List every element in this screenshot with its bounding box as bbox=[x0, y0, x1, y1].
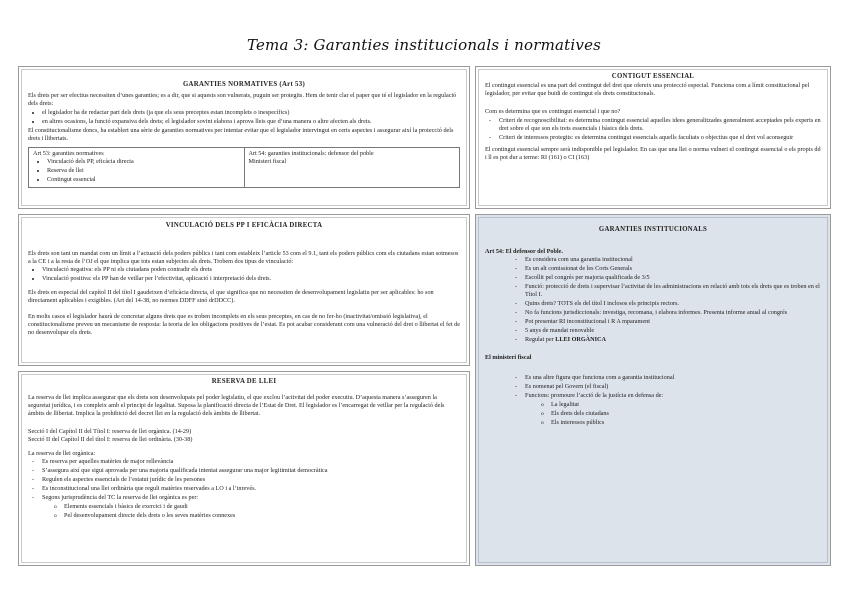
normatives-intro: Els drets per ser efectius necessiten d’unes garanties; es a dir, que si aquests son vulnerats, puguin ser protegits. Hem de tenir clar el paper que té el legislador en la regulació dels drets: bbox=[28, 92, 457, 107]
list-item: - No fa funcions jurisdiccionals: investiga, recomana, i elabora informes. Presenta informe anual al congrés bbox=[525, 309, 821, 317]
list-item: - Es inconstitucional una llei ordinària que reguli matèries reservades a LO i a l’inrevés. bbox=[42, 485, 460, 493]
list-item: - Funció: protecció de drets i supervisar l’activitat de les administracions en relació amb tots els drets que es troben en el Títol I. bbox=[525, 283, 821, 299]
list-item: - Funcions: promoure l’acció de la justícia en defensa de: bbox=[525, 392, 821, 400]
list-item: - Es una altre figura que funciona com a garantia institucional bbox=[525, 374, 821, 382]
contingut-question: Com es determina que es contingut essencial i que no? bbox=[485, 108, 621, 115]
institucionals-box bbox=[475, 214, 831, 566]
list-item: - Criteri de interessos protegits: es determina contingut essencials aquells facultats o objectius que el dret vol aconseguir bbox=[499, 134, 821, 142]
list-item: - S’assegura així que sigui aprovada per una majoria qualificada intentat assegurar una major legitimitat democràtica bbox=[42, 467, 460, 475]
normatives-table bbox=[28, 147, 460, 188]
list-item: - Pot presentar RI inconstitucional i R A mparament bbox=[525, 318, 821, 326]
page-title: Tema 3: Garanties institucionals i normatives bbox=[246, 36, 602, 54]
list-item: - Escollit pel congrés per majoria qualificada de 3/5 bbox=[525, 274, 821, 282]
llei-prefix: Regulat per bbox=[525, 336, 556, 343]
list-item: o Elements essencials i bàsics de exercici i de gaudi bbox=[64, 503, 460, 511]
list-item: o Pel desenvolupament directe dels drets o les seves matèries connexes bbox=[64, 512, 460, 520]
normatives-box bbox=[18, 66, 470, 209]
vinculacio-heading: VINCULACIÓ DELS PP I EFICÀCIA DIRECTA bbox=[165, 222, 323, 229]
contingut-heading: CONTIGUT ESSENCIAL bbox=[611, 73, 695, 80]
institucionals-heading: GARANTIES INSTITUCIONALS bbox=[598, 226, 708, 233]
fiscal-title: El ministeri fiscal bbox=[485, 354, 532, 361]
contingut-p2: El contingut essencial sempre serà indisponible pel legislador. En cas que una llei o norma vulneri el contingut essencial o els propis dd i ll es pot dur a terme: RI (161) o CI (163) bbox=[485, 146, 821, 161]
col-list bbox=[33, 158, 240, 184]
col-title: Art 54: garanties institucionals: defensor del poble bbox=[248, 150, 374, 157]
normatives-closing: El constitucionalisme doncs, ha establert una sèrie de garanties normatives per intentar evitar que el legislador intervingui en certs aspectes i assegurar així la protecció dels drets i llibertats. bbox=[28, 127, 454, 142]
list-item: - Es considera com una garantia institucional bbox=[525, 256, 821, 264]
reserva-list bbox=[28, 458, 460, 502]
vinculacio-p2: Els drets en especial del capítol II del títol I gaudeixen d’eficàcia directa, el que significa que no necessiten de desenvolupament legislatiu per ser aplicables: ho son directament aplicables i exigibles. (Art del 14-38, no normes DDFF sinó drDDCC). bbox=[28, 289, 434, 304]
list-item: - Es un alt comissionat de les Corts Generals bbox=[525, 265, 821, 273]
col-sub: Ministeri fiscal bbox=[248, 158, 287, 165]
reserva-box bbox=[18, 371, 470, 566]
list-item: - Segons jurisprudència del TC la reserva de llei orgànica es per: bbox=[42, 494, 460, 502]
normatives-heading: GARANTIES NORMATIVES (Art 53) bbox=[182, 81, 306, 88]
list-item: - Es reserva per aquelles matèries de major rellevància bbox=[42, 458, 460, 466]
reserva-heading: RESERVA DE LLEI bbox=[211, 378, 277, 385]
llei-organica: LLEI ORGÀNICA bbox=[555, 336, 606, 343]
vinculacio-p3: En molts casos el legislador haurà de concretar alguns drets que es troben incomplets en els seus preceptes, en cas de no fer-ho (inactivitat/omissió legislativa), el constitucionalisme preveu un mecanisme de resposta: la teoria de les obligacions positives de l’estat. Es pot acabar considerant com una vulneració del dret o llibertat el fet de no desenvolupar els drets. bbox=[28, 313, 460, 336]
table-col-art53 bbox=[29, 148, 244, 187]
list-item: o Els drets dels ciutadans bbox=[551, 410, 821, 418]
reserva-s2: Secció II del Capítol II del títol I: reserva de llei ordinària. (30-38) bbox=[28, 436, 193, 443]
list-item: • Reserva de llei bbox=[47, 167, 240, 175]
col-title: Art 53: garanties normatives bbox=[33, 150, 104, 157]
reserva-lo-title: La reserva de llei orgànica: bbox=[28, 450, 96, 457]
institucionals-list bbox=[485, 256, 821, 344]
contingut-list bbox=[485, 117, 821, 142]
reserva-sublist bbox=[28, 503, 460, 520]
table-col-art54 bbox=[244, 148, 460, 187]
list-item: o La legalitat bbox=[551, 401, 821, 409]
list-item: • en altres ocasions, la funció expansiva dels drets; el legislador sovint elabora i aprova lleis que d’una manera o altre afecten als drets. bbox=[42, 118, 460, 126]
vinculacio-list bbox=[28, 266, 460, 283]
list-item: • Contingut essencial bbox=[47, 176, 240, 184]
list-item: • el legislador ha de redactar part dels drets (ja que els seus preceptes estan incomplets o inespecífics) bbox=[42, 109, 460, 117]
contingut-box bbox=[475, 66, 831, 209]
fiscal-list bbox=[485, 374, 821, 400]
list-item: - Quins drets? TOTS els del títol I inclosos els principis rectors. bbox=[525, 300, 821, 308]
list-item: • Vinculació positiva: els PP han de vetllar per l’efectivitat, aplicació i interpretació dels drets. bbox=[42, 275, 460, 283]
list-item: - Es nomenat pel Govern (el fiscal) bbox=[525, 383, 821, 391]
contingut-p1: El contingut essencial es una part del contingut del dret que ofereix una protecció especial. Funciona com a límit constitucional pel legislador, per evitar que buidi de contingut els drets constitucionals. bbox=[485, 82, 810, 97]
fiscal-sublist bbox=[485, 401, 821, 427]
list-item: • Vinculació negativa: els PP ni els ciutadans poden contradir els drets bbox=[42, 266, 460, 274]
normatives-list bbox=[28, 109, 460, 126]
list-item: - 5 anys de mandat renovable bbox=[525, 327, 821, 335]
list-item bbox=[525, 336, 821, 344]
art54-title: Art 54: El defensor del Poble. bbox=[485, 248, 563, 255]
vinculacio-p1: Els drets son tant un mandat com un límit a l’actuació dels poders públics i tant com estableix l’article 53 com el 9.1, tant els poders públics com els ciutadans estan sotmesos a la CE i a la resta de l’OJ el que implica que tots estan subjectes als drets. Trobem dos tipus de vinculació: bbox=[28, 250, 459, 265]
list-item: • Vinculació dels PP, eficàcia directa bbox=[47, 158, 240, 166]
list-item: - Regulen els aspectes essencials de l’estatut jurídic de les persones bbox=[42, 476, 460, 484]
list-item: o Els interessos públics bbox=[551, 419, 821, 427]
list-item: - Criteri de recognoscibilitat: es determina contingut essencial aquelles idees generalitzades generalment acceptades pels experts en dret sobre el que son els trets essencials i bàsics dels drets. bbox=[499, 117, 821, 133]
vinculacio-box bbox=[18, 214, 470, 366]
reserva-p1: La reserva de llei implica assegurar que els drets son desenvolupats pel poder legislatiu, el que exclou l’activitat del poder executiu. D’aquesta manera s’asseguren la seguretat jurídica, i es compleix amb el principi de legalitat. Suposa la planificació directa de l’Estat de Dret. El legislador es l’encarregat de vetllar per la regulació dels àmbits de llibertat. Implica la prohibició del decret llei en la regulació dels àmbits de llibertat. bbox=[28, 394, 445, 417]
reserva-s1: Secció I del Capítol II del Títol I: reserva de llei orgànica. (14-29) bbox=[28, 428, 192, 435]
